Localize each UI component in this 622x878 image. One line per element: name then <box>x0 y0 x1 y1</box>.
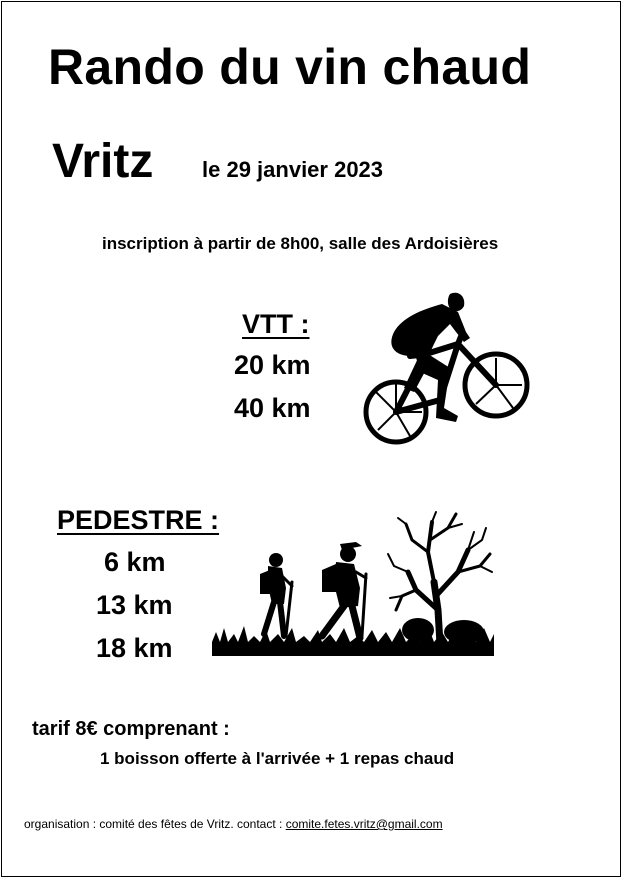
flyer-place: Vritz <box>52 135 154 188</box>
vtt-distance-40: 40 km <box>234 393 311 423</box>
tarif-includes: 1 boisson offerte à l'arrivée + 1 repas chaud <box>100 749 455 768</box>
pedestre-distance-18: 18 km <box>96 633 173 663</box>
flyer-page <box>1 1 621 877</box>
vtt-distance-20: 20 km <box>234 350 311 380</box>
flyer-date: le 29 janvier 2023 <box>202 157 384 182</box>
pedestre-distance-13: 13 km <box>96 590 173 620</box>
contact-email-link[interactable]: comite.fetes.vritz@gmail.com <box>285 817 443 831</box>
flyer-title: Rando du vin chaud <box>48 39 532 95</box>
vtt-heading: VTT : <box>242 309 310 339</box>
tarif-text: tarif 8€ comprenant : <box>32 718 230 740</box>
pedestre-distance-6: 6 km <box>104 547 166 577</box>
inscription-text: inscription à partir de 8h00, salle des Ardoisières <box>102 234 499 253</box>
mountain-bike-icon <box>358 288 534 448</box>
hikers-icon <box>212 510 496 656</box>
organisation-text: organisation : comité des fêtes de Vritz. contact : <box>24 817 286 831</box>
footer-organisation <box>24 817 443 831</box>
pedestre-heading: PEDESTRE : <box>57 505 220 535</box>
